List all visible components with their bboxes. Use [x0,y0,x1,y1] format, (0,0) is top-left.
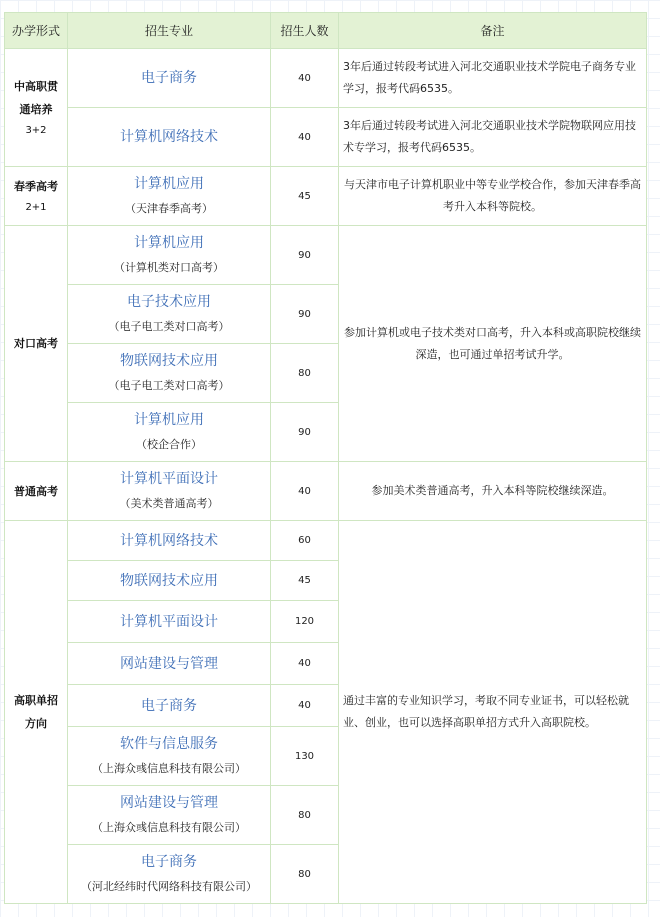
count-cell: 40 [271,643,339,685]
form-cell [5,462,68,521]
form-sub-label: 2+1 [25,201,47,213]
count-cell: 130 [271,727,339,786]
header-remark: 备注 [339,13,647,49]
count-cell: 120 [271,601,339,643]
count-cell: 80 [271,344,339,403]
major-cell [68,226,271,285]
major-note: （校企合作） [136,438,202,451]
major-name: 物联网技术应用 [120,353,218,369]
admissions-table [4,12,647,904]
major-cell [68,285,271,344]
major-note: （电子电工类对口高考） [108,320,230,333]
remark-cell: 3年后通过转段考试进入河北交通职业技术学院物联网应用技术专学习，报考代码6535。 [339,108,647,167]
major-name: 网站建设与管理 [120,655,218,672]
major-name: 计算机应用 [134,412,204,428]
major-cell [68,521,271,561]
header-form: 办学形式 [5,13,68,49]
table-row [5,167,647,226]
remark-cell: 参加美术类普通高考，升入本科等院校继续深造。 [339,462,647,521]
count-cell: 45 [271,561,339,601]
major-note: （美术类普通高考） [119,497,219,510]
major-cell [68,643,271,685]
major-name: 电子商务 [141,697,197,714]
major-name: 计算机应用 [134,235,204,251]
major-name: 计算机网络技术 [120,129,218,145]
major-cell [68,601,271,643]
major-name: 电子商务 [141,854,197,870]
major-note: （上海众彧信息科技有限公司） [92,762,246,775]
remark-cell: 参加计算机或电子技术类对口高考，升入本科或高职院校继续深造，也可通过单招考试升学。 [339,226,647,462]
header-count: 招生人数 [271,13,339,49]
major-cell [68,49,271,108]
major-cell [68,403,271,462]
major-name: 软件与信息服务 [120,736,218,752]
count-cell: 40 [271,685,339,727]
count-cell: 40 [271,108,339,167]
count-cell: 60 [271,521,339,561]
major-cell [68,685,271,727]
major-cell [68,462,271,521]
major-note: （天津春季高考） [125,202,213,215]
count-cell: 90 [271,226,339,285]
form-sub-label: 3+2 [25,124,47,136]
major-cell [68,108,271,167]
form-label: 对口高考 [14,337,58,350]
major-note: （电子电工类对口高考） [108,379,230,392]
major-name: 计算机平面设计 [120,471,218,487]
count-cell: 90 [271,285,339,344]
major-cell [68,786,271,845]
major-note: （河北经纬时代网络科技有限公司） [81,880,257,893]
remark-cell: 3年后通过转段考试进入河北交通职业技术学院电子商务专业学习，报考代码6535。 [339,49,647,108]
count-cell: 80 [271,786,339,845]
table-row [5,49,647,108]
form-label: 普通高考 [14,484,58,498]
form-cell [5,226,68,462]
table-row [5,521,647,561]
count-cell: 90 [271,403,339,462]
major-cell [68,727,271,786]
major-name: 计算机网络技术 [120,532,218,549]
major-name: 计算机平面设计 [120,613,218,630]
table-row [5,462,647,521]
count-cell: 80 [271,845,339,904]
major-note: （计算机类对口高考） [114,261,224,274]
form-cell [5,49,68,167]
remark-cell: 与天津市电子计算机职业中等专业学校合作，参加天津春季高考升入本科等院校。 [339,167,647,226]
form-cell [5,167,68,226]
form-cell [5,521,68,904]
major-name: 网站建设与管理 [120,795,218,811]
major-cell [68,561,271,601]
form-label: 中高职贯通培养 [14,79,58,116]
table-row [5,226,647,285]
major-cell [68,344,271,403]
header-major: 招生专业 [68,13,271,49]
remark-cell: 通过丰富的专业知识学习，考取不同专业证书，可以轻松就业、创业，也可以选择高职单招方式升入高职院校。 [339,521,647,904]
major-name: 物联网技术应用 [120,572,218,589]
table-row [5,108,647,167]
form-label: 春季高考 [14,179,58,193]
count-cell: 40 [271,462,339,521]
form-label: 高职单招方向 [14,694,58,730]
major-name: 电子技术应用 [127,294,211,310]
major-note: （上海众彧信息科技有限公司） [92,821,246,834]
major-name: 电子商务 [141,70,197,86]
count-cell: 40 [271,49,339,108]
major-cell [68,845,271,904]
header-row [5,13,647,49]
major-cell [68,167,271,226]
major-name: 计算机应用 [134,176,204,192]
count-cell: 45 [271,167,339,226]
